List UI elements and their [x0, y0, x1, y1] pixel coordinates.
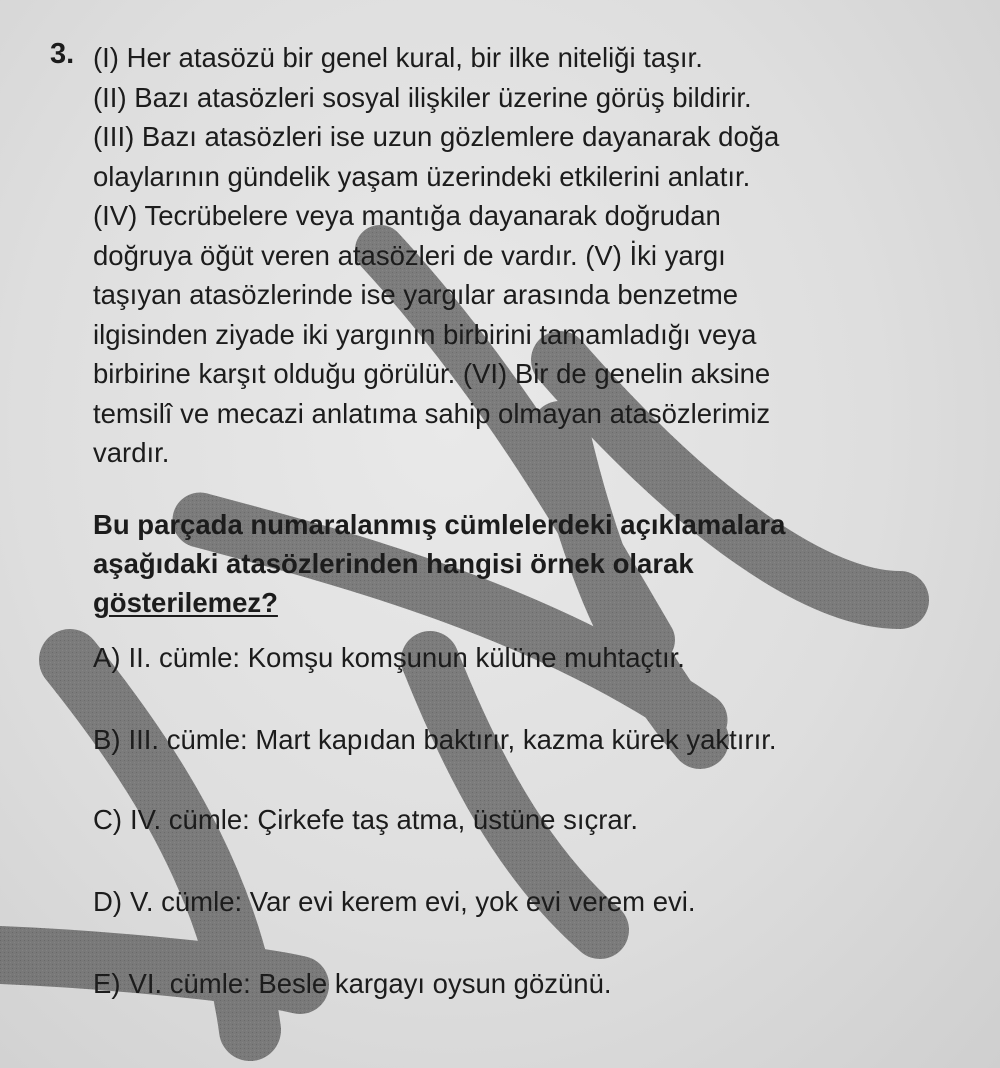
option-letter: A)	[93, 642, 121, 673]
option-letter: E)	[93, 968, 121, 999]
option-text: IV. cümle: Çirkefe taş atma, üstüne sıçrar.	[130, 804, 638, 835]
passage-line: olaylarının gündelik yaşam üzerindeki etkilerini anlatır.	[93, 160, 751, 192]
option-letter: C)	[93, 804, 123, 835]
prompt-line: aşağıdaki atasözlerinden hangisi örnek olarak	[93, 548, 694, 579]
passage-line: birbirine karşıt olduğu görülür. (VI) Bir de genelin aksine	[93, 358, 771, 389]
passage-line: doğruya öğüt veren atasözleri de vardır. (V) İki yargı	[93, 239, 726, 271]
prompt-line: Bu parçada numaralanmış cümlelerdeki açıklamalara	[93, 509, 786, 540]
passage-line: temsilî ve mecazi anlatıma sahip olmayan atasözlerimiz	[93, 397, 771, 429]
passage-line: (III) Bazı atasözleri ise uzun gözlemlere dayanarak doğa	[93, 121, 780, 152]
question-prompt	[93, 505, 983, 622]
passage-line: (I) Her atasözü bir genel kural, bir ilke niteliği taşır.	[93, 42, 703, 73]
option-b[interactable]	[93, 722, 777, 758]
option-letter: B)	[93, 724, 121, 755]
question-passage	[93, 38, 973, 473]
option-e[interactable]	[93, 966, 612, 1002]
option-a[interactable]	[93, 640, 685, 676]
option-text: V. cümle: Var evi kerem evi, yok evi verem evi.	[130, 886, 696, 917]
passage-line: taşıyan atasözlerinde ise yargılar arasında benzetme	[93, 279, 739, 310]
option-d[interactable]	[93, 884, 696, 920]
passage-line: (II) Bazı atasözleri sosyal ilişkiler üzerine görüş bildirir.	[93, 81, 752, 113]
option-text: VI. cümle: Besle kargayı oysun gözünü.	[128, 968, 612, 999]
option-text: III. cümle: Mart kapıdan baktırır, kazma kürek yaktırır.	[128, 724, 777, 755]
option-text: II. cümle: Komşu komşunun külüne muhtaçtır.	[128, 642, 685, 673]
question-number: 3.	[50, 38, 75, 70]
passage-line: vardır.	[93, 437, 170, 468]
prompt-underlined-word: gösterilemez?	[93, 587, 278, 618]
passage-line: ilgisinden ziyade iki yargının birbirini tamamladığı veya	[93, 318, 757, 350]
option-letter: D)	[93, 886, 123, 917]
option-c[interactable]	[93, 802, 638, 838]
passage-line: (IV) Tecrübelere veya mantığa dayanarak doğrudan	[93, 200, 721, 231]
